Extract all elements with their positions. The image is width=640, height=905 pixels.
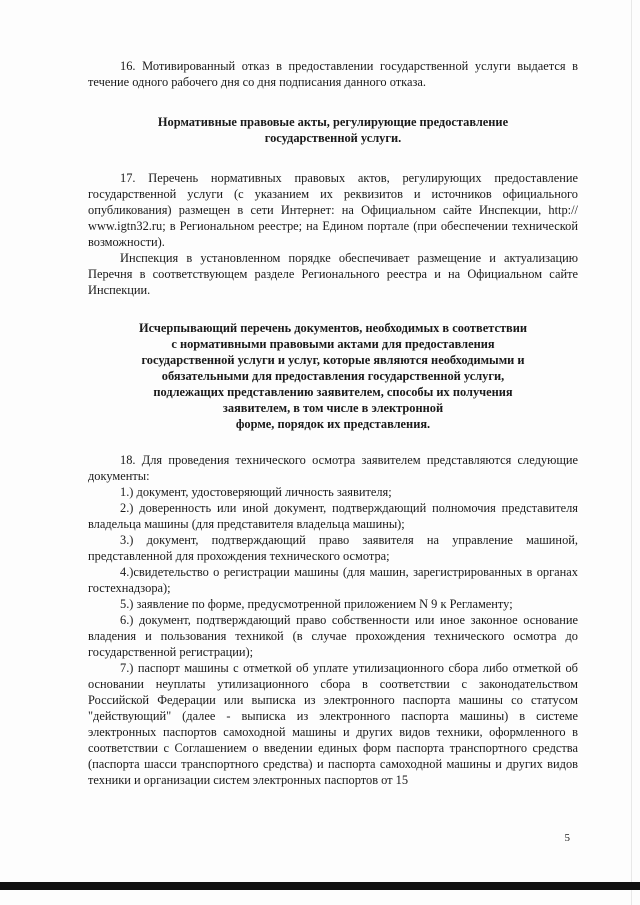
paragraph-17: 17. Перечень нормативных правовых актов, регулирующих предоставление государственной услуги (с указанием их реквизитов и источников официального опубликования) размещен в сети Интернет: на Официальном сайте Инспекции, http:// www.igtn32.ru; в Региональном реестре; на Едином портале (при обеспечении технической возможности). — [88, 171, 578, 249]
heading-legal-acts-line: Нормативные правовые акты, регулирующие предоставление — [157, 115, 509, 129]
paragraph-18: 18. Для проведения технического осмотра заявителем представляются следующие документы: — [88, 453, 578, 483]
heading-legal-acts-line: государственной услуги. — [264, 131, 402, 145]
paragraph-16: 16. Мотивированный отказ в предоставлении государственной услуги выдается в течение одного рабочего дня со дня подписания данного отказа. — [88, 59, 578, 89]
heading-documents-line: заявителем, в том числе в электронной — [222, 401, 444, 415]
document-body — [88, 58, 578, 788]
page-edge — [631, 0, 632, 905]
list-item: 1.) документ, удостоверяющий личность заявителя; — [120, 485, 392, 499]
paragraph-17-continued: Инспекция в установленном порядке обеспечивает размещение и актуализацию Перечня в соответствующем разделе Регионального реестра и на Официальном сайте Инспекции. — [88, 251, 578, 297]
list-item: 7.) паспорт машины с отметкой об уплате утилизационного сбора либо отметкой об основании неуплаты утилизационного сбора в соответствии с законодательством Российской Федерации или выписка из электронного паспорта машины со статусом "действующий" (далее - выписка из электронного паспорта машины) в системе электронных паспортов самоходной машины и других видов техники, оформленного в соответствии с Соглашением о введении единых форм паспорта транспортного средства (паспорта шасси транспортного средства) и паспорта самоходной машины и других видов техники и организации систем электронных паспортов от 15 — [88, 661, 578, 787]
heading-documents-line: форме, порядок их представления. — [235, 417, 431, 431]
list-item: 6.) документ, подтверждающий право собственности или иное законное основание владения и пользования техникой (в случае прохождения технического осмотра до государственной регистрации); — [88, 613, 578, 659]
page-number: 5 — [564, 832, 570, 844]
list-item: 3.) документ, подтверждающий право заявителя на управление машиной, представленной для прохождения технического осмотра; — [88, 533, 578, 563]
scan-bottom-edge — [0, 882, 640, 890]
heading-documents-line: обязательными для предоставления государственной услуги, — [161, 369, 505, 383]
heading-documents-line: подлежащих представлению заявителем, способы их получения — [153, 385, 513, 399]
heading-documents-line: с нормативными правовыми актами для предоставления — [171, 337, 495, 351]
heading-legal-acts — [88, 114, 578, 146]
heading-documents-list — [88, 320, 578, 432]
list-item: 2.) доверенность или иной документ, подтверждающий полномочия представителя владельца машины (для представителя владельца машины); — [88, 501, 578, 531]
list-item: 4.)свидетельство о регистрации машины (для машин, зарегистрированных в органах гостехнадзора); — [88, 565, 578, 595]
heading-documents-line: Исчерпывающий перечень документов, необходимых в соответствии — [138, 321, 528, 335]
list-item: 5.) заявление по форме, предусмотренной приложением N 9 к Регламенту; — [120, 597, 513, 611]
heading-documents-line: государственной услуги и услуг, которые являются необходимыми и — [141, 353, 525, 367]
